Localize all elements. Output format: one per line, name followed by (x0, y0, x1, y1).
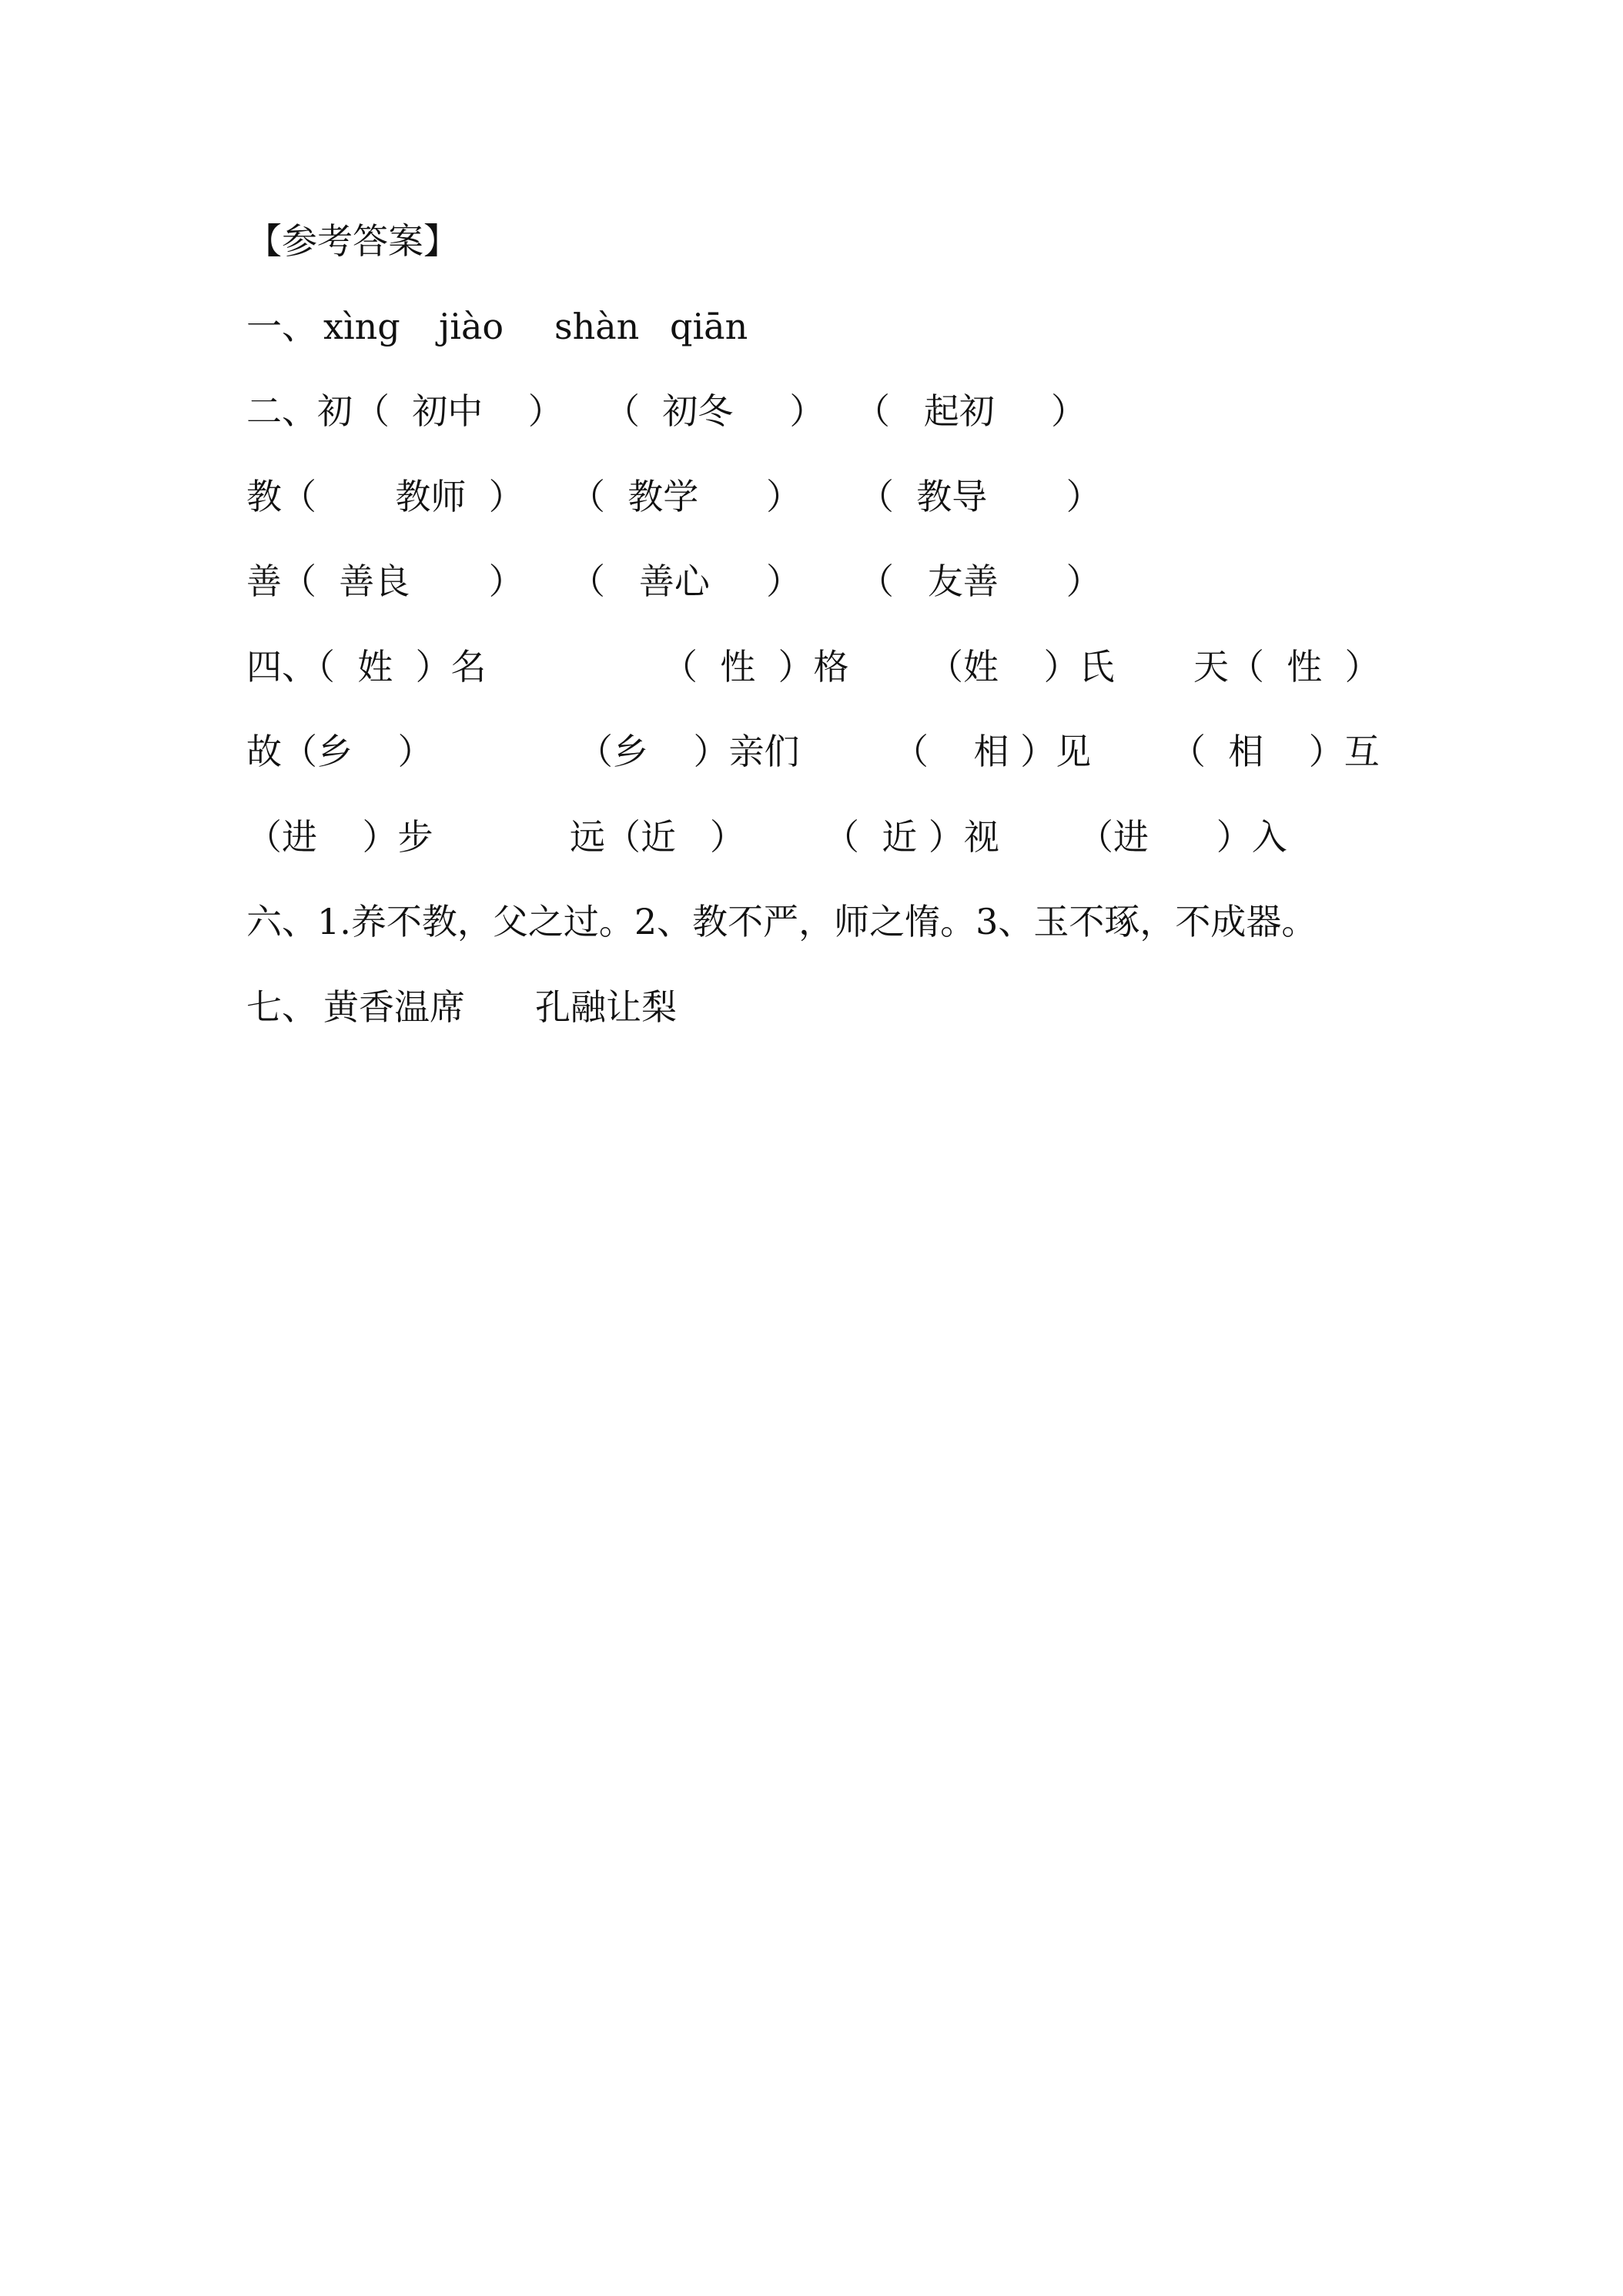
q4-row-1 (246, 636, 1401, 698)
q4-item: （ 性 ）格 (662, 646, 849, 688)
q1-prefix: 一、 (246, 306, 317, 347)
q2-blank: （ 初冬 ） (604, 390, 825, 432)
q2-row-label: 二、初 (246, 390, 353, 432)
q4-item: 远（近 ） (570, 816, 745, 858)
q2-row-label: 教 (246, 476, 282, 517)
answer-key-heading (246, 210, 1401, 272)
q4-row-3 (246, 806, 1401, 868)
q2-blank: （ 初中 ） (354, 390, 564, 432)
q4-item: 故（乡 ） (246, 731, 433, 772)
q2-blank: （ 友善 ） (858, 561, 1102, 602)
q2-blank: （ 教师 ） (281, 476, 524, 517)
q4-item: （乡 ）亲们 (577, 731, 800, 772)
q4-item: 天（ 性 ） (1193, 646, 1380, 688)
q7-prefix: 七、 (246, 986, 317, 1028)
q4-item: 四、（ 姓 ）名 (246, 646, 487, 688)
heading-text: 【参考答案】 (246, 220, 459, 262)
q6-line (246, 891, 1401, 952)
q6-text: 六、1.养不教，父之过。2、教不严，师之惰。3、玉不琢，不成器。 (246, 901, 1317, 942)
q1-item: xìng (323, 306, 400, 347)
q2-blank: （ 善良 ） (281, 561, 524, 602)
q4-row-2 (246, 721, 1401, 782)
q1-item: qiān (670, 306, 748, 347)
q2-blank: （ 善心 ） (570, 561, 801, 602)
q2-row-chu (246, 380, 1401, 442)
q2-row-shan (246, 551, 1401, 612)
q1-item: jiào (439, 306, 504, 347)
q4-item: （ 相 ）见 (893, 731, 1092, 772)
q4-item: （ 相 ）互 (1170, 731, 1380, 772)
q4-item: （姓 ）氏 (928, 646, 1115, 688)
q4-item: （ 近 ）视 (824, 816, 999, 858)
q2-blank: （ 教学 ） (570, 476, 801, 517)
q4-item: （进 ）步 (246, 816, 433, 858)
q2-blank: （ 起初 ） (855, 390, 1086, 432)
q1-pinyin-line (246, 296, 1401, 357)
q4-item: （进 ）入 (1078, 816, 1287, 858)
q2-row-jiao (246, 466, 1401, 527)
q7-item: 黄香温席 (323, 986, 465, 1028)
q1-item: shàn (554, 306, 640, 347)
q2-row-label: 善 (246, 561, 282, 602)
q2-blank: （ 教导 ） (858, 476, 1102, 517)
q7-line (246, 976, 1401, 1038)
q7-item: 孔融让梨 (535, 986, 677, 1028)
